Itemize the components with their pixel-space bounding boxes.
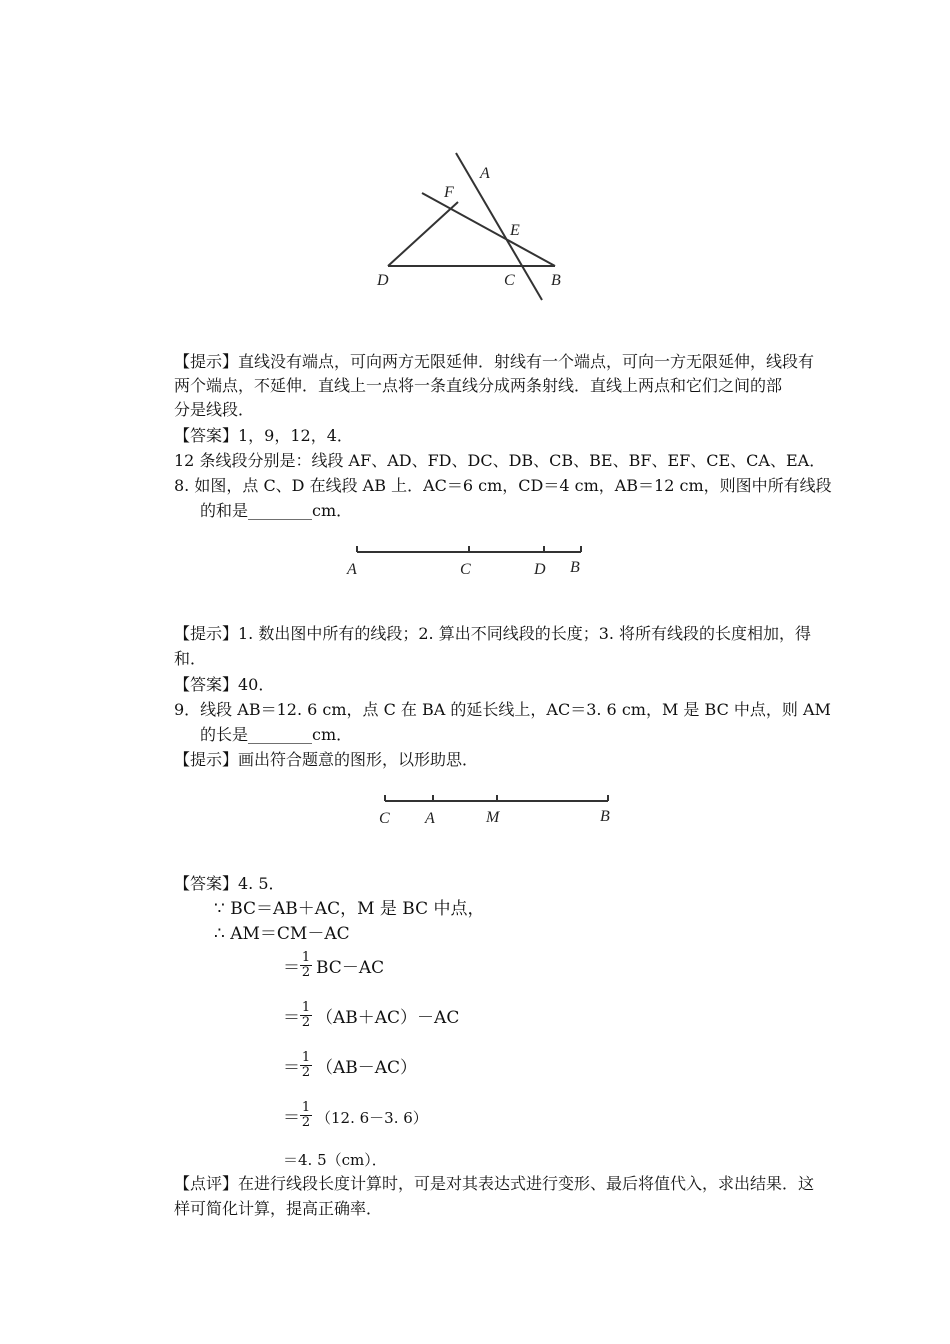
label-c: C: [460, 561, 471, 578]
label-b: B: [570, 559, 580, 576]
line-a-c: [456, 153, 542, 300]
figure-triangle-lines: [370, 145, 580, 305]
answer-9: 【答案】4. 5．: [174, 874, 285, 893]
fraction-half-4: $\frac{1}{2}$: [301, 1100, 311, 1130]
label-d: D: [534, 561, 546, 578]
label-c: C: [504, 272, 515, 289]
eq-sign-4: ＝: [283, 1108, 300, 1128]
solution-step-3: （AB－AC）: [316, 1058, 418, 1078]
hint-7-line-2: 两个端点，不延伸．直线上一点将一条直线分成两条射线．直线上两点和它们之间的部: [174, 376, 783, 395]
label-f: F: [444, 184, 454, 201]
segments-7: 12 条线段分别是：线段 AF、AD、FD、DC、DB、CB、BE、BF、EF、CE、CA、EA．: [174, 451, 826, 470]
eq-sign-3: ＝: [283, 1058, 300, 1078]
question-9-line-1: 9．线段 AB＝12. 6 cm，点 C 在 BA 的延长线上，AC＝3. 6 cm，M 是 BC 中点，则 AM: [174, 700, 831, 719]
figure-segment-camb: [370, 788, 620, 833]
label-b: B: [600, 808, 610, 825]
solution-step-5: ＝4. 5（cm）．: [283, 1151, 387, 1169]
hint-8-line-2: 和．: [174, 649, 207, 668]
label-a: A: [425, 810, 435, 827]
label-a: A: [347, 561, 357, 578]
solution-step-2: （AB＋AC）－AC: [316, 1008, 460, 1028]
eq-sign-1: ＝: [283, 958, 300, 978]
answer-7: 【答案】1，9，12，4．: [174, 426, 353, 445]
solution-step-1: BC－AC: [316, 958, 385, 978]
label-b: B: [551, 272, 561, 289]
hint-7-line-3: 分是线段．: [174, 400, 255, 419]
segment-d-f: [388, 202, 458, 266]
fraction-half-2: $\frac{1}{2}$: [301, 1000, 311, 1030]
eq-sign-2: ＝: [283, 1008, 300, 1028]
question-9-line-2: 的长是________cm．: [200, 725, 353, 744]
label-a: A: [480, 165, 490, 182]
review-line-1: 【点评】在进行线段长度计算时，可是对其表达式进行变形、最后将值代入，求出结果．这: [174, 1174, 815, 1193]
fraction-half-1: $\frac{1}{2}$: [301, 950, 311, 980]
solution-therefore: ∴ AM＝CM－AC: [214, 924, 350, 944]
review-line-2: 样可简化计算，提高正确率．: [174, 1199, 383, 1218]
label-c: C: [379, 810, 390, 827]
answer-8: 【答案】40．: [174, 675, 275, 694]
solution-step-4: （12. 6－3. 6）: [316, 1109, 428, 1127]
hint-8-line-1: 【提示】1. 数出图中所有的线段；2. 算出不同线段的长度；3. 将所有线段的长度相加，得: [174, 624, 812, 643]
question-8-line-1: 8. 如图，点 C、D 在线段 AB 上．AC＝6 cm，CD＝4 cm，AB＝12 cm，则图中所有线段: [174, 476, 832, 495]
question-8-line-2: 的和是________cm．: [200, 501, 353, 520]
hint-7-line-1: 【提示】直线没有端点，可向两方无限延伸．射线有一个端点，可向一方无限延伸，线段有: [174, 352, 815, 371]
label-m: M: [486, 809, 500, 826]
solution-because: ∵ BC＝AB＋AC，M 是 BC 中点，: [214, 899, 485, 919]
label-d: D: [377, 272, 389, 289]
fraction-half-3: $\frac{1}{2}$: [301, 1050, 311, 1080]
label-e: E: [510, 222, 520, 239]
hint-9: 【提示】画出符合题意的图形，以形助思．: [174, 750, 479, 769]
line-f-b: [422, 193, 555, 266]
figure-segment-acdb: [340, 540, 600, 585]
